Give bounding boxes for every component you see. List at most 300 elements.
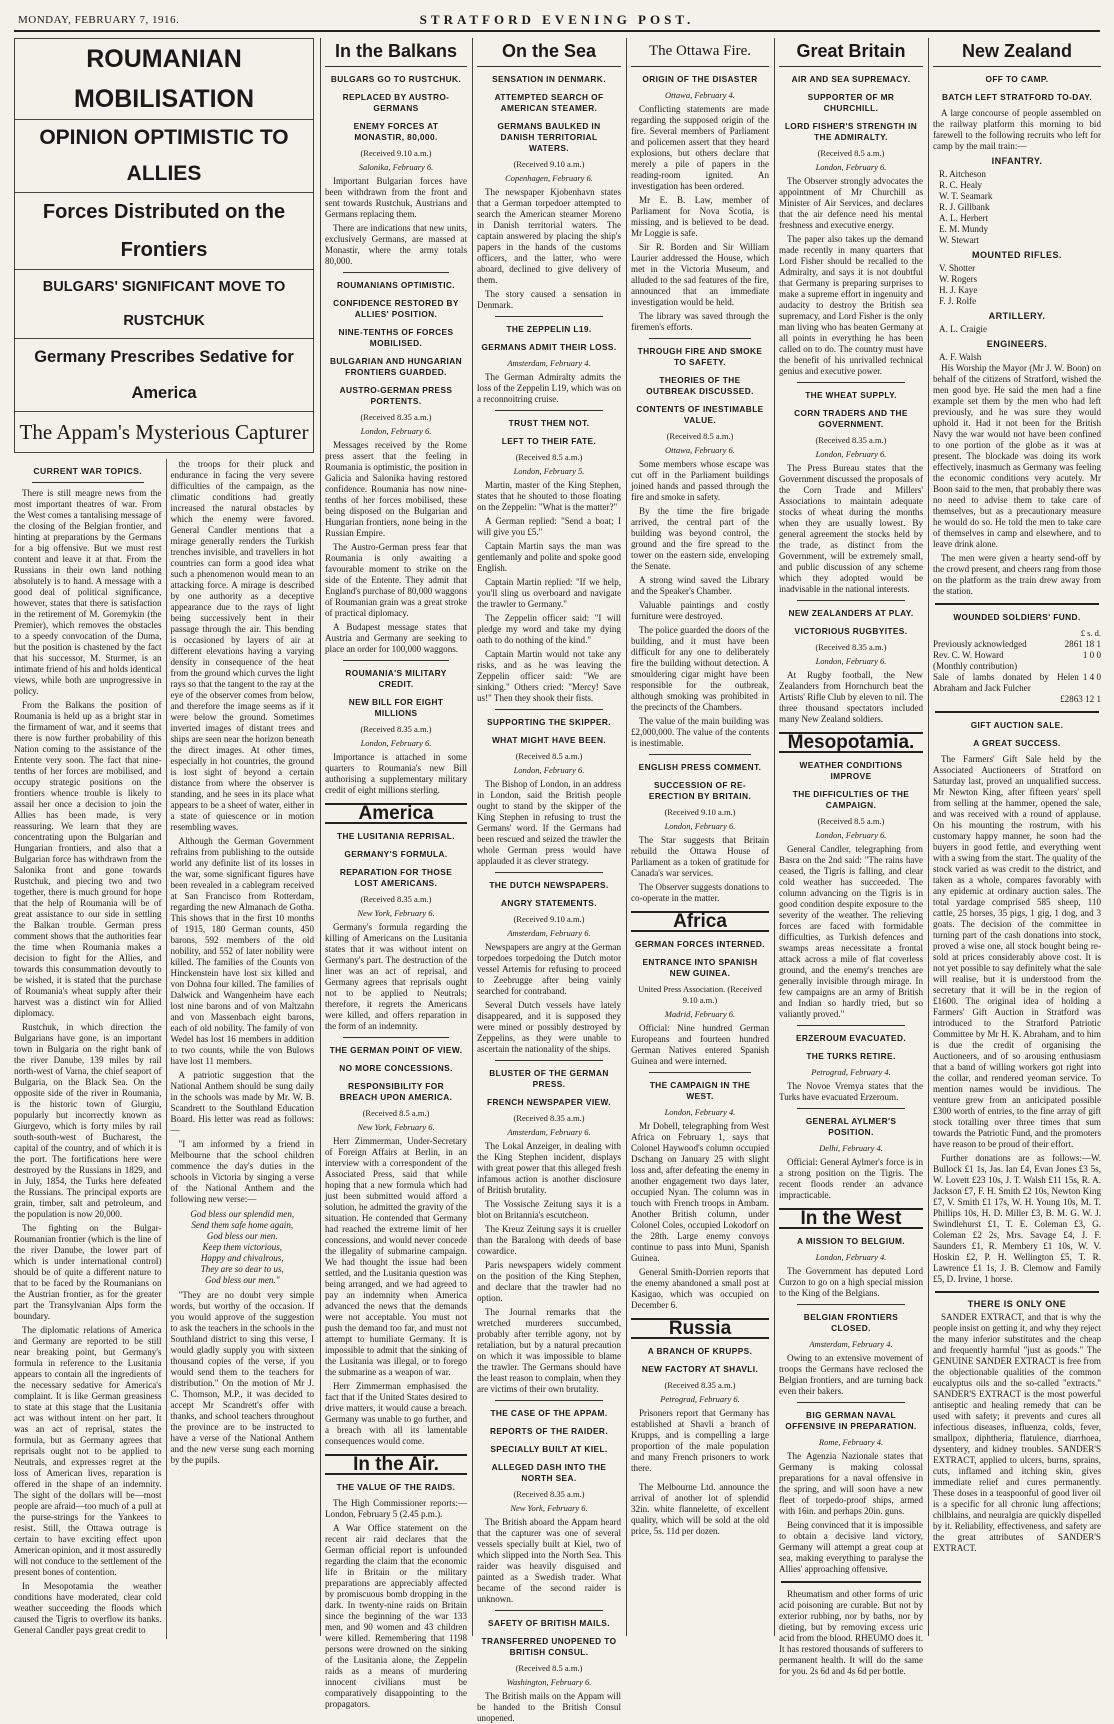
recruit-name: E. M. Mundy <box>939 224 989 234</box>
subheading: OFF TO CAMP. <box>985 74 1049 84</box>
section-title-sea: On the Sea <box>477 38 621 67</box>
section-title-britain: Great Britain <box>779 38 923 67</box>
article-paragraph: Germany's formula regarding the killing of Americans on the Lusitania states that it was without intent on Germany's part. The destruction of the liner was an act of reprisal, and Germany agrees that reprisals ought not to be applied to Neutrals; therefore, it regrets the Americans were killed, and offers reparation in the form of an indemnity. <box>325 922 467 1031</box>
subheading: THE GERMAN POINT OF VIEW. <box>329 1045 463 1055</box>
recruit-name: H. J. Kaye <box>939 285 978 295</box>
article-paragraph: Herr Zimmerman emphasised the fact that if the United States desired to drive matters, it would cause a breach. Germany was unable to go further, and a breach with all its lamentable consequences would come. <box>325 1381 467 1446</box>
dateline: London, February 6. <box>815 830 887 840</box>
subheading: GERMAN FORCES INTERNED. <box>635 939 765 949</box>
rule <box>495 872 603 873</box>
article-paragraph: The High Commissioner reports:— London, February 5 (2.45 p.m.). <box>325 1498 467 1519</box>
section-title-africa: Africa <box>631 911 769 932</box>
subheading: A MISSION TO BELGIUM. <box>797 1236 905 1246</box>
article-paragraph: Sir R. Borden and Sir William Laurier addressed the House, which met in the Victoria Museum, and alluded to the sad features of the fire, announced that an immediate investigation would be held. <box>631 242 769 307</box>
received-time: (Received 8.5 a.m.) <box>515 452 583 462</box>
dateline: Salonika, February 6. <box>358 162 434 172</box>
subheading: THE LUSITANIA REPRISAL. <box>337 831 455 841</box>
received-time: (Received 8.5 a.m.) <box>817 148 885 158</box>
received-time: (Received 8.35 a.m.) <box>360 412 432 422</box>
article-paragraph: Mr E. B. Law, member of Parliament for Nova Scotia, is missing, and is believed to be dead. Mr Loggie is safe. <box>631 195 769 238</box>
article-paragraph: Herr Zimmerman, Under-Secretary of Foreign Affairs at Berlin, in an interview with a correspondent of the Associated Press, said that while hoping that a new formula which had just been submitted would afford a solution, he admitted the gravity of the situation. He contended that Germany had reached the extreme limit of her concessions, and would never concede the illegality of submarine campaign. We had thought the issue had been settled, and the Lusitania question was being arranged, and we had agreed to pay an indemnity when America advanced the news that the demands were not acceptable. You must not push the demand too far, and must not attempt to humiliate Germany. It is impossible to admit that the sinking of the Lusitania was illegal, or to forego the submarine as a weapon of war. <box>325 1136 467 1377</box>
article-paragraph: Captain Martin would not take any risks, and as he was leaving the Zeppelin officer said: "We are sinking." Others cried: "Mercy! Save us!" Then they shook their fists. <box>477 649 621 703</box>
article-paragraph: Being convinced that it is impossible to obtain a decisive land victory, Germany will attempt a great coup at sea, making everything to paralyse the Allies' approaching offensive. <box>779 1520 923 1574</box>
section-title-mesopotamia: Mesopotamia. <box>779 732 923 753</box>
rule <box>649 754 751 755</box>
article-paragraph: General Smith-Dorrien reports that the enemy abandoned a small post at Kasigao, which was occupied on December 6. <box>631 1267 769 1310</box>
article-paragraph: A War Office statement on the recent air raid declares that the German official report is unfounded regarding the claim that the economic life in Britain or the military preparations are appreciably affected by promiscuous bomb dropping in the dark. In twenty-nine raids on Britain since the beginning of the war 133 men, and 90 women and 43 children were killed. Remembering that 1198 persons were drowned on the sinking of the Lusitania alone, the Zeppelin raids as a means of murdering innocent civilians must be comparatively disappointing to the propagators. <box>325 1523 467 1709</box>
recruit-name: A. F. Walsh <box>939 352 982 362</box>
subheading: THE DUTCH NEWSPAPERS. <box>489 880 609 890</box>
rule <box>781 1581 921 1583</box>
received-time: (Received 8.35 a.m.) <box>513 1489 585 1499</box>
dateline: London, February 6. <box>815 449 887 459</box>
article-paragraph: Rustchuk, in which direction the Bulgarians have gone, is an important town in Bulgaria on the right bank of the river Danube, 139 miles by rail north-west of Varna, the chief seaport of Bulgaria, on the Black Sea. On the opposite side of the river in Roumania, is the historic town of Giurgiu, popularly but incorrectly known as Giurgevo, which is forty miles by rail south-south-west of Bucharest, the capital of the country, and of which it is the port. The fortifications here were destroyed by the Russians in 1829, and in July, 1854, the Turks here defeated the Russians. The principal exports are grain, timber, salt and petroleum, and the population is now 20,000. <box>14 1022 162 1219</box>
subheading: ENTRANCE INTO SPANISH NEW GUINEA. <box>642 957 758 978</box>
article-paragraph: Importance is attached in some quarters to Roumania's new Bill authorising a supplementary military credit of eight millions sterling. <box>325 752 467 795</box>
rule <box>797 1402 905 1403</box>
article-paragraph: The fighting on the Bulgar-Roumanian frontier (which is the line of the river Danube, the lower part of which is under international control) should be of quite a different nature to that to be faced by the Roumanians on the Austrian frontier, as for the greater part the Transylvanian Alps form the boundary. <box>14 1223 162 1321</box>
article-paragraph: In Mesopotamia the weather conditions have moderated, clear cold weather succeeding the floods which caused the Tigris to overflow its banks. General Candler pays great credit to <box>14 1581 162 1635</box>
article-paragraph: Official: Nine hundred German Europeans and fourteen hundred German Natives entered Spanish Guinea and were interned. <box>631 1023 769 1066</box>
dateline: Madrid, February 6. <box>664 1009 736 1019</box>
dateline: London, February 4. <box>664 1107 736 1117</box>
article-paragraph: The Kreuz Zeitung says it is crueller than the Baralong with deeds of base cowardice. <box>477 1224 621 1256</box>
subheading: NO MORE CONCESSIONS. <box>339 1063 453 1073</box>
article-paragraph: Owing to an extensive movement of troops the Germans have reclosed the Belgian frontiers, and are turning back even their bakers. <box>779 1353 923 1396</box>
article-paragraph: The Novoe Vremya states that the Turks have evacuated Erzeroum. <box>779 1081 923 1102</box>
subheading: THE TURKS RETIRE. <box>806 1051 896 1061</box>
section-title-air: In the Air. <box>325 1454 467 1475</box>
subheading: ROUMANIANS OPTIMISTIC. <box>336 280 456 290</box>
rule <box>797 1304 905 1305</box>
article-paragraph: Captain Martin replied: "If we help, you'll sling us overboard and navigate the trawler to Germany." <box>477 577 621 609</box>
article-paragraph: the troops for their pluck and endurance in facing the very severe difficulties of the campaign, as the climatic conditions had greatly increased the natural obstacles by which the enemy were favored. General Candler mentions that a mirage generally renders the Turkish trenches invisible, and travellers in hot countries can form a good idea what such a phenomenon would mean to an attacking force. A mirage is described by one authority as a deceptive appearance due to the rays of light being successively bent in their passage through the air. This bending is occasioned by layers of air at different elevations having a varying density in consequence of the heat from the ground which curves the light rays so that the tangent to the ray at the eye of the observer comes from below, and therefore the image seems as if it were below the ground. Sometimes inverted images of distant trees and ships are seen near the horizon beneath the direct images. At other times, especially in hot countries, the ground is lost sight of beyond a certain distance from where the observer is standing, and he sees in its place what appears to be a sheet of water, either in a state of quiescence or in motion resembling waves. <box>170 459 314 832</box>
subheading: FRENCH NEWSPAPER VIEW. <box>487 1097 611 1107</box>
subheading: NEW ZEALANDERS AT PLAY. <box>788 608 914 618</box>
subheading: ERZEROUM EVACUATED. <box>795 1033 907 1043</box>
article-paragraph: A strong wind saved the Library and the Speaker's Chamber. <box>631 575 769 596</box>
fund-row <box>933 650 1101 661</box>
verse-line: God bless our splendid men, <box>190 1209 295 1219</box>
camp-intro: A large concourse of people assembled on the railway platform this morning to bid farewell to the following recruits who left for camp by the mail train:— <box>933 108 1101 151</box>
subheading: SUPPORTING THE SKIPPER. <box>487 717 611 727</box>
subheading: LEFT TO THEIR FATE. <box>501 436 597 446</box>
section-title-america: America <box>325 803 467 824</box>
masthead <box>14 8 1100 32</box>
subheading: THROUGH FIRE AND SMOKE TO SAFETY. <box>637 346 763 367</box>
article-paragraph: General Candler, telegraphing from Basra on the 2nd said: "The rains have ceased, the Tigris is falling, and clear cold weather has succeeded. The column advancing on the Tigris is in good condition despite exposure to the severity of the weather. The relieving forces are faced with formidable difficulties, as Turkish defences and swamps areas necessitate a frontal attack across a mile of flat coverless ground, and the enemy's trenches are generally invisible through mirage. In few campaigns are an army of British and Indian so hardly tried, but so valiantly proved." <box>779 844 923 1019</box>
article-paragraph: The newspaper Kjobenhavn states that a German torpedoer attempted to search the American steamer Moreno in Danish territorial waters. The captain answered by placing the ship's papers in the hands of the customs officers, and the latter, who were aboard, declined to give delivery of them. <box>477 187 621 285</box>
article-paragraph: Although the German Government refrains from publishing to the outside world any definite list of its losses in the war, some significant figures have been revealed in a cablegram received at San Francisco from Rotterdam, regarding the new Almanach de Gotha. This shows that in the first 10 months of 1915, 180 German counts, 450 barons, 592 members of the old nobility, and 552 of later nobility were killed. The families of the Counts von Hinckenstein have lost six killed and von Dohna four killed. The families of Dalwick and Wangenheim have each lost nine barons and of von Maltzahn and von Massenbach eight barons, each of old nobility. The family of von Wedel has lost 16 members in addition to two counts, while the von Bulows have lost 11 members. <box>170 836 314 1066</box>
subheading: CONFIDENCE RESTORED BY ALLIES' POSITION. <box>333 298 459 319</box>
recruit-name: A. L. Herbert <box>939 213 988 223</box>
subheading: REPARATION FOR THOSE LOST AMERICANS. <box>339 867 453 888</box>
article-paragraph: The men were given a hearty send-off by the crowd present, and cheers rang from those on the platform as the train drew away from the station. <box>933 553 1101 596</box>
received-time: (Received 9.10 a.m.) <box>513 159 585 169</box>
subheading: SUPPORTER OF MR CHURCHILL. <box>807 92 895 113</box>
subheading: CORN TRADERS AND THE GOVERNMENT. <box>794 408 908 429</box>
dateline: Copenhagen, February 6. <box>505 173 593 183</box>
mayor-speech <box>933 363 1101 597</box>
fund-amount: 1 4 0 <box>1082 672 1101 682</box>
article-paragraph: The diplomatic relations of America and Germany are reported to be still near breaking point, but Germany's formula in reference to the Lusitania appears to contain all the ingredients of the necessary sedative for America's complaint. It is like German greasiness to state at this stage that the Lusitania act was without intent on her part. It was an act of reprisal, states the formula, but as Germany agrees that reprisals ought not to be applied to Neutrals, and expresses regret at the loss of American lives, reparation is offered in the shape of an indemnity. The sight of the dollars will be—most people are afraid—too much of a pull at the purse-strings for the Yankees to resist. Still, the Ottawa outrage is certain to have exciting effect upon American opinion, and it most assuredly will not conduce to the settlement of the present bones of contention. <box>14 1325 162 1577</box>
article-paragraph: The story caused a sensation in Denmark. <box>477 289 621 310</box>
subheading: THE CASE OF THE APPAM. <box>490 1408 608 1418</box>
subheading: ATTEMPTED SEARCH OF AMERICAN STEAMER. <box>494 92 604 113</box>
subheading: A BRANCH OF KRUPPS. <box>647 1346 753 1356</box>
advert-heading: THERE IS ONLY ONE <box>967 1299 1067 1309</box>
subheading: THE VALUE OF THE RAIDS. <box>336 1482 456 1492</box>
subheading: LORD FISHER'S STRENGTH IN THE ADMIRALTY. <box>784 121 918 142</box>
subheading: TRANSFERRED UNOPENED TO BRITISH CONSUL. <box>481 1636 617 1657</box>
article-paragraph: A German replied: "Send a boat; I will give you £5." <box>477 516 621 537</box>
article-paragraph: The Star suggests that Britain rebuild the Ottawa House of Parliament as a token of gratitude for Canada's war services. <box>631 835 769 878</box>
recruit-name: R. C. Healy <box>939 180 982 190</box>
air-dispatches <box>325 1482 467 1710</box>
britain-dispatches <box>779 74 923 725</box>
dateline: New York, February 6. <box>357 908 435 918</box>
war-topics-left <box>14 459 166 1639</box>
advert-melbourne: The Melbourne Ltd. announce the arrival of another lot of splendid 32in. white flannelette, of excellent quality, which will be sold at the old price, 5s. 11d per dozen. <box>631 1482 769 1536</box>
dateline: London, February 6. <box>815 162 887 172</box>
subheading: BATCH LEFT STRATFORD TO-DAY. <box>941 92 1093 102</box>
subheading: VICTORIOUS RUGBYITES. <box>794 626 908 636</box>
verse-line: Happy and chivalrous, <box>200 1253 284 1263</box>
dateline: Amsterdam, February 4. <box>507 358 591 368</box>
headline-5: Germany Prescribes Sedative for America <box>15 339 313 412</box>
rule <box>797 382 905 383</box>
received-time: (Received 8.35 a.m.) <box>360 724 432 734</box>
article-paragraph: Important Bulgarian forces have been withdrawn from the front and sent towards Rustchuk, Austrians and Germans replacing them. <box>325 176 467 219</box>
paper-title: STRATFORD EVENING POST. <box>419 12 695 27</box>
dateline: New York, February 6. <box>357 1122 435 1132</box>
subheading: WEATHER CONDITIONS IMPROVE <box>799 760 903 781</box>
war-topics-right-text-2 <box>171 1290 315 1466</box>
article-paragraph: Further donations are as follows:—W. Bullock £1 1s, Jas. Ian £4, Evan Jones £3 5s, W. Lovett £23 10s, J. T. Walsh £11 15s, R. A. Jackson £7, F. H. Smith £2 10s, Newton King £7, V. Smith £1 17s, W. H. Young 10s, M. T. Phillips 10s, H. D. Miller £3, B. M. G. W. J. Swindlehurst £1, T. E. Coleman £3, G. Coleman £2 2s, Mrs. Savage £4, J. F. Saunders £1, R. Membery £1 10s, W. V. Hoskin £2, P. H. Wellington £5, T. R. Lawrence £1 1s, J. B. Clemow and Family £5, D. Irvine, 1 horse. <box>933 1153 1101 1284</box>
dateline: Ottawa, February 4. <box>665 90 735 100</box>
fund-label: (Monthly contribution) <box>933 661 1018 671</box>
rule <box>343 660 449 661</box>
article-paragraph: The Agenzia Nazionale states that Germany is making colossal preparations for a naval offensive in the spring, and will soon have a new fleet of torpedo-proof ships, armed with 16in. and perhaps 20in. guns. <box>779 1451 923 1516</box>
verse-line: They are so dear to us, <box>200 1264 284 1274</box>
article-paragraph: The Press Bureau states that the Government discussed the proposals of the Corn Trade and Millers' Associations to maintain adequate stocks of wheat during the months when they are usually lowest. By general agreement the stocks held by the trade, as distinct from the Government, will be extremely small, and public discussion of any scheme which they adopted would be inadvisable in the national interests. <box>779 463 923 594</box>
article-paragraph: The British aboard the Appam heard that the capturer was one of several vessels specially built at Kiel, two of which slipped into the North Sea. This raider was heavily disguised and painted as a Swedish trader. What became of the second raider is unknown. <box>477 1517 621 1604</box>
subheading: SUCCESSION OF RE-ERECTION BY BRITAIN. <box>648 780 752 801</box>
recruit-name: F. J. Rolfe <box>939 296 977 306</box>
section-title-balkans: In the Balkans <box>325 38 467 67</box>
war-topics-heading: CURRENT WAR TOPICS. <box>33 466 143 476</box>
column-britain <box>774 38 927 1676</box>
article-paragraph: The Observer suggests donations to co-operate in the matter. <box>631 882 769 903</box>
column-balkans <box>320 38 471 1709</box>
received-time: (Received 9.10 a.m.) <box>664 807 736 817</box>
west-dispatches <box>779 1236 923 1575</box>
article-paragraph: Paris newspapers widely comment on the position of the King Stephen, and declare that the trawler had no option. <box>477 1260 621 1303</box>
subheading: ORIGIN OF THE DISASTER <box>642 74 758 84</box>
subheading: REPLACED BY AUSTRO-GERMANS <box>342 92 450 113</box>
rule <box>935 1291 1099 1293</box>
war-topics-left-text <box>14 488 162 1636</box>
article-paragraph: By the time the fire brigade arrived, the central part of the building was beyond control, the ground and the fire spread to the tower on the eastern side, enveloping the Senate. <box>631 506 769 571</box>
rule <box>495 410 603 411</box>
section-title-west: In the West <box>779 1208 923 1229</box>
article-paragraph: The Journal remarks that the wretched murderers succumbed, probably after terrible agony, not by retaliation, but by a natural precaution on which it was impossible to blame the trawler. The Germans should have the least reason to complain, when they are victims of their own brutality. <box>477 1307 621 1394</box>
article-paragraph: A Budapest message states that Austria and Germany are seeking to place an order for 100,000 waggons. <box>325 622 467 654</box>
subheading: CONTENTS OF INESTIMABLE VALUE. <box>636 404 764 425</box>
headline-6: The Appam's Mysterious Capturer <box>19 420 309 444</box>
recruit-name: R. J. Gillbank <box>939 202 990 212</box>
received-time: (Received 8.35 a.m.) <box>360 894 432 904</box>
rule <box>495 1400 603 1401</box>
subheading: BIG GERMAN NAVAL OFFENSIVE IN PREPARATION. <box>785 1410 917 1431</box>
dateline: London, February 6. <box>360 426 432 436</box>
dateline: London, February 4. <box>815 1252 887 1262</box>
camp-headings <box>933 74 1101 103</box>
dateline: Amsterdam, February 6. <box>507 928 591 938</box>
subheading: TRUST THEM NOT. <box>508 418 590 428</box>
received-time: (Received 8.5 a.m.) <box>362 1108 430 1118</box>
fund-currency-header: £ s. d. <box>1080 628 1101 638</box>
article-paragraph: The Lokal Anzeiger, in dealing with the King Stephen incident, displays with great power that this alleged fresh infamous action is another disclosure of British brutality. <box>477 1141 621 1195</box>
dateline: New York, February 6. <box>510 1503 588 1513</box>
recruit-list <box>933 156 1101 363</box>
subheading: BULGARS GO TO RUSTCHUK. <box>330 74 462 84</box>
subheading: THE DIFFICULTIES OF THE CAMPAIGN. <box>792 789 910 810</box>
article-paragraph: Conflicting statements are made regarding the supposed origin of the fire. Several members of Parliament and policemen assert that they heard explosions, but others declare that merely a pile of papers in the reading-room ignited. An investigation has been ordered. <box>631 104 769 191</box>
auction-report <box>933 754 1101 1285</box>
rule <box>495 1060 603 1061</box>
article-paragraph: The Bishop of London, in an address in London, said the British people ought to stand by the skipper of the King Stephen in refusing to trust the Germans' word. If the Germans had been rescued and seized the trawler the whole German press would have applauded it as clever strategy. <box>477 779 621 866</box>
article-paragraph: The Observer strongly advocates the appointment of Mr Churchill as Minister of Air Services, and declares that the air defence need his mental freshness and executive energy. <box>779 176 923 230</box>
article-paragraph: The police guarded the doors of the building, and it must have been difficult for any one to deliberately fire the building without detection. A smouldering cigar might have been responsible for the outbreak, although smoking was prohibited in the precincts of the Chambers. <box>631 625 769 712</box>
column-sea <box>472 38 625 1723</box>
subheading: THE WHEAT SUPPLY. <box>805 390 897 400</box>
subheading: SPECIALLY BUILT AT KIEL. <box>490 1444 608 1454</box>
recruit-name: A. L. Craigie <box>939 324 987 334</box>
article-paragraph: Official: General Aylmer's force is in a strong position on the Tigris. The recent floods render an advance impracticable. <box>779 1157 923 1200</box>
rule <box>935 711 1099 713</box>
fund-row <box>933 639 1101 650</box>
headline-2: OPINION OPTIMISTIC TO ALLIES <box>15 120 313 193</box>
subheading: THE CAMPAIGN IN THE WEST. <box>649 1080 751 1101</box>
fund-label <box>933 694 1056 705</box>
article-paragraph: Martin, master of the King Stephen, states that he shouted to those floating on the Zeppelin: "What is the matter?" <box>477 480 621 512</box>
subheading: RESPONSIBILITY FOR BREACH UPON AMERICA. <box>339 1081 453 1102</box>
recruit-name: V. Shotter <box>939 263 976 273</box>
lead-headlines <box>14 38 314 453</box>
subheading: THE ZEPPELIN L19. <box>506 324 592 334</box>
fund-row <box>933 672 1101 694</box>
dateline: Rome, February 4. <box>818 1437 884 1447</box>
war-topics-right <box>166 459 315 1639</box>
subheading: AUSTRO-GERMAN PRESS PORTENTS. <box>339 385 453 406</box>
subheading: BELGIAN FRONTIERS CLOSED. <box>803 1312 899 1333</box>
section-title-new-zealand: New Zealand <box>933 38 1101 67</box>
article-paragraph: The library was saved through the firemen's efforts. <box>631 311 769 332</box>
dateline: Washington, February 6. <box>506 1677 592 1687</box>
subheading: THEORIES OF THE OUTBREAK DISCUSSED. <box>646 375 754 396</box>
article-paragraph: Newspapers are angry at the German torpedoes torpedoing the Dutch motor vessel Artemis for refusing to proceed to Zeebrugge after being vainly searched for contraband. <box>477 942 621 996</box>
article-paragraph: From the Balkans the position of Roumania is held up as a bright star in the firmament of war, and it seems that there is now further probability of this Nation coming to the assistance of the Entente very soon. The fact that nine-tenths of her forces are mobilised, and occupy strategic positions on the frontiers whence trouble is likely to assail her once a decision to join the Allies has been made, is very reassuring. We learn that they are concentrating upon the Bulgarian and Hungarian frontiers, and also that a Bulgarian force has withdrawn from the Salonika front and gone towards Rustchuk, and piecing two and two together, there is much ground for hope that the help of Roumania will be of great assistance to our side in settling the Balkan trouble. German press comment shows that the authorities fear the time when Roumania makes a decision to fight for the Allies, and towards this consummation devoutly to be wished, it is stated that the purchase of Roumania's wheat supply after their harvest was a distinct win for Allied diplomacy. <box>14 700 162 1018</box>
received-time: (Received 8.5 a.m.) <box>515 1663 583 1673</box>
fund-amount: 1 0 0 <box>1082 650 1101 660</box>
rule <box>495 316 603 317</box>
verse-line: Send them safe home again, <box>191 1220 294 1230</box>
dateline: London, February 6. <box>513 765 585 775</box>
fund-amount <box>1097 661 1101 672</box>
subheading: ALLEGED DASH INTO THE NORTH SEA. <box>491 1462 607 1483</box>
headline-3: Forces Distributed on the Frontiers <box>15 193 313 270</box>
fund-table <box>933 639 1101 705</box>
subheading: NEW BILL FOR EIGHT MILLIONS <box>348 697 444 718</box>
article-paragraph: The Government has deputed Lord Curzon to go on a high special mission to the King of the Belgians. <box>779 1266 923 1298</box>
verse-line: God bless our men." <box>204 1275 280 1285</box>
subheading: SENSATION IN DENMARK. <box>492 74 606 84</box>
verse-line: Keep them victorious, <box>202 1242 283 1252</box>
article-paragraph: Some members whose escape was cut off in the Parliament buildings joined hands and passed through the fire and smoke in safety. <box>631 459 769 502</box>
subheading: BLUSTER OF THE GERMAN PRESS. <box>489 1068 609 1089</box>
received-time: (Received 9.10 a.m.) <box>513 914 585 924</box>
article-paragraph: Valuable paintings and costly furniture were destroyed. <box>631 600 769 621</box>
recruit-name: W. Stewart <box>939 235 980 245</box>
subheading: WHAT MIGHT HAVE BEEN. <box>491 735 607 745</box>
dateline: Amsterdam, February 4. <box>809 1339 893 1349</box>
headline-1: ROUMANIAN MOBILISATION <box>15 39 313 120</box>
section-title-ottawa: The Ottawa Fire. <box>631 38 769 67</box>
received-time: (Received 8.35 a.m.) <box>664 1380 736 1390</box>
subheading: NINE-TENTHS OF FORCES MOBILISED. <box>338 327 454 348</box>
section-title-russia: Russia <box>631 1318 769 1339</box>
subheading: ROUMANIA'S MILITARY CREDIT. <box>345 668 447 689</box>
dateline: London, February 6. <box>815 656 887 666</box>
article-paragraph: Captain Martin says the man was gentlemanly and polite and spoke good English. <box>477 541 621 573</box>
fund-row <box>933 661 1101 672</box>
rule <box>797 600 905 601</box>
received-time: (Received 8.35 a.m.) <box>513 1113 585 1123</box>
subheading: GIFT AUCTION SALE. <box>970 720 1064 730</box>
rule <box>649 1072 751 1073</box>
fund-amount: £2863 12 1 <box>1060 694 1101 704</box>
dateline: Petrograd, February 6. <box>660 1394 740 1404</box>
subheading: GERMANS ADMIT THEIR LOSS. <box>481 342 617 352</box>
subheading: WOUNDED SOLDIERS' FUND. <box>953 612 1081 622</box>
received-time: (Received 9.10 a.m.) <box>360 148 432 158</box>
rule <box>495 709 603 710</box>
column-war-topics <box>14 38 314 1636</box>
dateline: London, February 6. <box>360 738 432 748</box>
article-paragraph: Messages received by the Rome press assert that the feeling in Roumania is optimistic, the position in Galicia and Salonika having restored confidence. Roumania has now nine-tenths of her forces mobilised, these being disposed on the Bulgarian and Hungarian frontiers, none being in the Russian Empire. <box>325 440 467 538</box>
corps-label: ARTILLERY. <box>988 311 1046 321</box>
fund-headings <box>933 612 1101 623</box>
mesopotamia-dispatches <box>779 760 923 1201</box>
received-time: (Received 8.5 a.m.) <box>515 751 583 761</box>
subheading: GENERAL AYLMER'S POSITION. <box>805 1116 897 1137</box>
recruit-name: W. Rogers <box>939 274 978 284</box>
received-time: United Press Association. (Received 9.10 a.m.) <box>638 984 762 1005</box>
corps-label: MOUNTED RIFLES. <box>972 250 1062 260</box>
subheading: GERMANS BAULKED IN DANISH TERRITORIAL WATERS. <box>497 121 601 153</box>
article-paragraph: The paper also takes up the demand made recently in many quarters that Lord Fisher should be recalled to the Admiralty, and says it is not doubtful that Germany is preparing surprises to make a supreme effort in ingenuity and audacity to destroy the British sea supremacy, and Lord Fisher is the only man living who has beaten Germany at all points in everything he has been called on to do. The country must have the benefit of his unrivalled technical genius and executive power. <box>779 234 923 376</box>
america-dispatches <box>325 831 467 1447</box>
received-time: (Received 8.5 a.m.) <box>817 816 885 826</box>
subheading: A GREAT SUCCESS. <box>973 738 1061 748</box>
subheading: ENGLISH PRESS COMMENT. <box>638 762 762 772</box>
article-paragraph: "I am informed by a friend in Melbourne that the school children commence the day's duties in the schools in Victoria by singing a verse of the National Anthem and the following new verse:— <box>170 1139 314 1204</box>
fund-label: Previously acknowledged <box>933 639 1027 649</box>
auction-headings <box>933 720 1101 749</box>
fund-row <box>933 694 1101 705</box>
received-time: (Received 8.5 a.m.) <box>666 431 734 441</box>
article-paragraph: The British mails on the Appam will be handed to the British Consul unopened. <box>477 1691 621 1723</box>
fund-label: Sale of lambs donated by Helen Abraham and Jack Fulcher <box>933 672 1079 693</box>
advert-rheumo: Rheumatism and other forms of uric acid poisoning are curable. But not by exterior rubbing, nor by baths, nor by dieting, but by removing excess uric acid from the blood. RHEUMO does it. It has restored thousands of sufferers to permanent health. It will do the same for you. 2s 6d and 4s 6d per bottle. <box>779 1589 923 1676</box>
rule <box>32 482 144 483</box>
column-ottawa <box>626 38 773 1636</box>
subheading: AIR AND SEA SUPREMACY. <box>791 74 911 84</box>
subheading: REPORTS OF THE RAIDER. <box>489 1426 609 1436</box>
fund-label: Rev. C. W. Howard <box>933 650 1004 660</box>
article-paragraph: At Rugby football, the New Zealanders from Hornchurch beat the Artists' Rifle Club by eleven to nil. The three thousand spectators included many New Zealand soldiers. <box>779 670 923 724</box>
article-paragraph: There is still meagre news from the most important theatres of war. From the West comes a tantalising message of the closing of the Belgian frontier, and hinting at preparations by the Germans for a big offensive. But we must rest content and leave it at that. From the Russians in their own land nothing absolutely is to hand. A message with a good deal of political significance, however, states that there is satisfaction in the retirement of M. Goremykin (the Premier), which removes the obstacles to a speedy convocation of the Duma, but the position is chastened by the fact that his successor, M. Sturmer, is an intimate friend of his and holds identical views, while both are unprogressive in policy. <box>14 488 162 696</box>
dateline: Amsterdam, February 6. <box>507 1127 591 1137</box>
subheading: GERMANY'S FORMULA. <box>344 849 448 859</box>
dateline: London, February 6. <box>664 821 736 831</box>
africa-dispatches <box>631 939 769 1311</box>
dateline: Ottawa, February 6. <box>665 445 735 455</box>
rule <box>935 603 1099 605</box>
recruit-name: W. T. Seamark <box>939 191 993 201</box>
article-paragraph: His Worship the Mayor (Mr J. W. Boon) on behalf of the citizens of Stratford, wished the men good bye. He said the men had a fine example set them by the men who had left previously, and he was sure they would uphold it. Had it not been for the British Navy the war would not have been confined to one portion of the globe as it was at present. The blockade was doing its work effectively, inasmuch as Germany was feeling the economic conditions very acutely. Mr Boon said to the men, that probably there was no need to advise them to take care of themselves, but as a precautionary measure he would do so. He told the men to take care of themselves in camp and elsewhere, and to leave drink alone. <box>933 363 1101 549</box>
article-paragraph: Prisoners report that Germany has established at Shavli a branch of Krupps, and is compelling a large proportion of the male population and many French prisoners to work there. <box>631 1408 769 1473</box>
article-paragraph: Several Dutch vessels have lately disappeared, and it is supposed they were mined or possibly destroyed by Zeppelins, as they were unable to ascertain the nationality of the ships. <box>477 1000 621 1054</box>
dateline: Petrograd, February 4. <box>811 1067 891 1077</box>
rule <box>343 272 449 273</box>
corps-label: INFANTRY. <box>991 156 1043 166</box>
dateline: Delhi, February 4. <box>819 1143 883 1153</box>
article-paragraph: There are indications that new units, exclusively Germans, are massed at Monastir, where the army totals 80,000. <box>325 223 467 266</box>
subheading: ANGRY STATEMENTS. <box>501 898 597 908</box>
received-time: (Received 8.35 a.m.) <box>815 435 887 445</box>
received-time: (Received 8.35 a.m.) <box>815 642 887 652</box>
subheading: SAFETY OF BRITISH MAILS. <box>488 1618 610 1628</box>
subheading: NEW FACTORY AT SHAVLI. <box>641 1364 759 1374</box>
rule <box>797 1025 905 1026</box>
war-topics-right-text <box>171 459 315 1205</box>
russia-dispatches <box>631 1346 769 1474</box>
war-topics-body <box>14 459 314 1639</box>
rule <box>343 1037 449 1038</box>
anthem-verse <box>171 1209 315 1286</box>
article-paragraph: The Farmers' Gift Sale held by the Associated Auctioneers of Stratford on Saturday last, proved an unqualified success. Mr Newton King, after fifteen years' spell from selling at the hammer, opened the sale, and was received with a round of applause. On his mounting the rostrum, with his customary happy manner, he soon had the buyers in good fettle, and everything went with a swing from the start. The quality of the stock varied as was credit to the district, and taken as a whole, compares favorably with any epidemic at ordinary auction sales. The total yardage comprised 585 sheep, 110 cattle, 25 horses, 35 pigs, 1 gig, 1 dog, and 3 goats. The decision of the committee in turning part of the cash donations into stock, proved a wise one, all stock bought being re-sold at prices considerably above cost. It is not yet possible to say definitely what the sale will realise, but it is understood from the secretary that it will be in the region of £1600. The original idea of holding a Farmers' Gift Auction in Stratford was introduced to the Stratford Patriotic Committee by Mr H. K. Abraham, and to him is due the credit of organising the Auctioneers, and of so arousing enthusiasm that a band of willing workers got right into the collar, and rendered yeoman service. To mention names would be invidious. The venture grew from an anticipated possible £300 worth of entries, to the fine array of gift stock totalling over three times that sum towards the Patriotic Fund, and the promoters have reason to be proud of their effort. <box>933 754 1101 1149</box>
article-paragraph: The German Admiralty admits the loss of the Zeppelin L19, which was on a reconnoitring cruise. <box>477 372 621 404</box>
article-paragraph: "They are no doubt very simple words, but worthy of the occasion. If you would approve of the suggestion to ask the teachers in the schools in the Southland district to sing this verse, I would gladly supply you with sixteen thousand copies of the verse, if you would send them to the teachers for distribution." On the motion of Mr J. C. Thomson, M.P., it was decided to accept Mr Scandrett's offer with thanks, and school teachers throughout the province are to be instructed to have a verse of the National Anthem and the new verse sung each morning by the pupils. <box>170 1290 314 1465</box>
corps-label: ENGINEERS. <box>986 339 1048 349</box>
verse-line: God bless our men. <box>206 1231 278 1241</box>
column-new-zealand <box>928 38 1105 1636</box>
rule <box>649 338 751 339</box>
article-paragraph: The Vossische Zeitung says it is a blot on Britannia's escutcheon. <box>477 1199 621 1220</box>
dateline: London, February 5. <box>513 466 585 476</box>
ottawa-dispatches <box>631 74 769 904</box>
article-paragraph: A patriotic suggestion that the National Anthem should be sung daily in the schools was made by Mr. W. B. Scandrett to the Southland Education Board. His letter was read as follows:— <box>170 1070 314 1135</box>
advert-sander-extract: SANDER EXTRACT, and that is why the people insist on getting it, and why they reject the many inferior substitutes and the cheap and frequently harmful "just as goods." The GENUINE SANDER EXTRACT is free from the objectionable qualities of the common eucalyptus oils and the so-called "extracts." SANDER'S EXTRACT is the most powerful antiseptic and healing remedy that can be used with safety; it prevents and cures all infectious diseases, influenza, colds, fever, smallpox, diphtheria, flatulence, diarrhoea, dysentery, and kidney troubles. SANDER'S EXTRACT, applied to ulcers, burns, sprains, cuts, inflamed and itching skin, gives immediate relief and cures permanently. These doses in a teaspoonful of good liver oil is a specific for all chronic lung affections; chilblains, and neuralgia are quickly dispelled by it. Reliability, effectiveness, and safety are the great attributes of SANDER'S EXTRACT. <box>933 1312 1101 1553</box>
recruit-name: R. Aitcheson <box>939 169 986 179</box>
article-paragraph: Mr Dobell, telegraphing from West Africa on February 1, says that Colonel Haywood's column occupied Dschang on January 25 with slight loss and, after defeating the enemy in another engagement two days later, occupied Nyan. The column was in touch with French troops in Ambam. Another British column, under Colonel Coles, occupied Lokodorf on the 28th. Large enemy convoys continue to pass into Muni, Spanish Guinea. <box>631 1121 769 1263</box>
rule <box>797 1108 905 1109</box>
issue-date: MONDAY, FEBRUARY 7, 1916. <box>18 14 180 26</box>
article-paragraph: The Austro-German press fear that Roumania is only awaiting a favourable moment to strike on the side of the Entente. They admit that England's purchase of 80,000 waggons of Roumanian grain was a great stroke of practical diplomacy. <box>325 542 467 618</box>
article-paragraph: The value of the main building was £2,000,000. The value of the contents is inestimable. <box>631 716 769 748</box>
